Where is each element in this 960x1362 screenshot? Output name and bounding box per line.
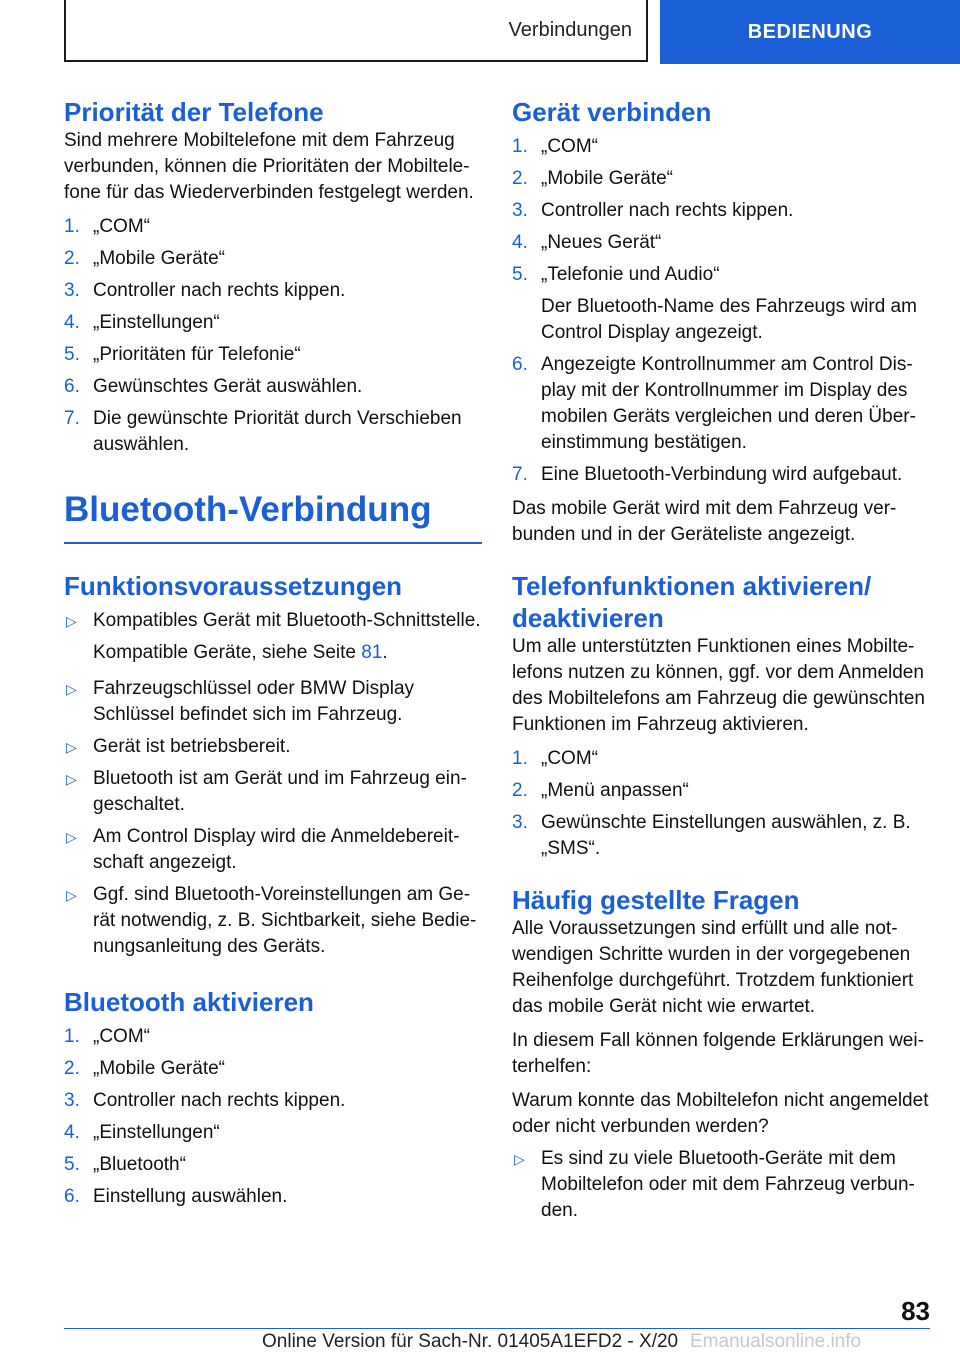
list-item: 3. Controller nach rechts kippen. [64, 278, 482, 304]
faq-para-1: Alle Voraussetzungen sind erfüllt und alle notwendigen Schritte wurden in der vorgegebenen Reihenfolge durchgeführt. Trotzdem funktioniert das mobile Gerät nicht wie erwartet. [512, 918, 914, 1017]
requirements-list [64, 608, 482, 960]
chapter-tab: BEDIENUNG [660, 0, 960, 64]
page-number: 83 [901, 1296, 930, 1326]
step-number: 4. [512, 232, 528, 253]
list-item: ▷ Bluetooth ist am Gerät und im Fahrzeug eingeschaltet. [66, 768, 467, 815]
faq-list [512, 1146, 930, 1224]
page-link[interactable]: 81 [361, 642, 383, 663]
list-item: 5. „Telefonie und Audio“ Der Bluetooth-Name des Fahrzeugs wird am Control Display angezeigt. [512, 264, 917, 343]
heading-faq: Häufig gestellte Fragen [512, 885, 800, 915]
heading-telefonfunktionen: Telefonfunktionen aktivieren/ deaktivieren [512, 571, 872, 633]
step-number: 6. [64, 1186, 80, 1207]
step-number: 1. [64, 1026, 80, 1047]
heading-prioritaet: Priorität der Telefone [64, 97, 324, 127]
tel-intro: Um alle unterstützten Funktionen eines Mobiltelefons nutzen zu können, ggf. vor dem Anmelden des Mobiltelefons am Fahrzeug die gewünschten Funktionen im Fahrzeug aktivieren. [512, 636, 925, 735]
step-number: 2. [512, 780, 528, 801]
step-number: 7. [512, 464, 528, 485]
step-number: 2. [512, 168, 528, 189]
prio-intro: Sind mehrere Mobiltelefone mit dem Fahrzeug verbunden, können die Prioritäten der Mobiltelefone für das Wiederverbinden festgelegt werden. [64, 130, 474, 203]
heading-funktionsvoraussetzungen: Funktionsvoraussetzungen [64, 571, 403, 601]
left-column [64, 96, 482, 1210]
list-item: 5. „Prioritäten für Telefonie“ [64, 342, 482, 368]
list-item: 4. „Einstellungen“ [64, 310, 482, 336]
footer-version: Online Version für Sach-Nr. 01405A1EFD2 - X/20 [262, 1331, 679, 1352]
triangle-bullet-icon: ▷ [66, 887, 77, 903]
triangle-bullet-icon: ▷ [66, 771, 77, 787]
step-number: 5. [64, 344, 80, 365]
step-number: 5. [512, 264, 528, 285]
step-number: 3. [64, 1090, 80, 1111]
triangle-bullet-icon: ▷ [66, 613, 77, 629]
list-item: 1. „COM“ [64, 214, 482, 240]
list-item: ▷ Am Control Display wird die Anmeldebereitschaft angezeigt. [66, 826, 460, 873]
list-item: 2. „Mobile Geräte“ [512, 166, 930, 192]
step-number: 1. [512, 748, 528, 769]
triangle-bullet-icon: ▷ [514, 1151, 525, 1167]
step-number: 4. [64, 312, 80, 333]
triangle-bullet-icon: ▷ [66, 681, 77, 697]
list-item: 2. „Menü anpassen“ [512, 778, 930, 804]
step-number: 7. [64, 408, 80, 429]
list-item: 4. „Neues Gerät“ [512, 230, 930, 256]
list-item: 4. „Einstellungen“ [64, 1120, 482, 1146]
list-item: ▷ Kompatibles Gerät mit Bluetooth-Schnittstelle. Kompatible Geräte, siehe Seite 81. [66, 610, 481, 663]
list-item: 1. „COM“ [512, 746, 930, 772]
heading-bluetooth-aktivieren: Bluetooth aktivieren [64, 987, 314, 1017]
step-number: 5. [64, 1154, 80, 1175]
faq-para-3: Warum konnte das Mobiltelefon nicht angemeldet oder nicht verbunden werden? [512, 1090, 929, 1137]
list-item: 7. Die gewünschte Priorität durch Verschieben auswählen. [64, 408, 462, 455]
watermark: Emanualsonline.info [690, 1331, 862, 1352]
list-item: 5. „Bluetooth“ [64, 1152, 482, 1178]
list-item: 1. „COM“ [512, 134, 930, 160]
step-number: 4. [64, 1122, 80, 1143]
list-item: 3. Gewünschte Einstellungen auswählen, z. B. „SMS“. [512, 812, 911, 859]
section-tab: Verbindungen [64, 0, 648, 62]
faq-para-2: In diesem Fall können folgende Erklärungen weiterhelfen: [512, 1030, 924, 1077]
list-item: 7. Eine Bluetooth-Verbindung wird aufgebaut. [512, 462, 930, 488]
list-item: 6. Gewünschtes Gerät auswählen. [64, 374, 482, 400]
step-number: 2. [64, 1058, 80, 1079]
list-item: ▷ Ggf. sind Bluetooth-Voreinstellungen am Gerät notwendig, z. B. Sichtbarkeit, siehe Bedienungsanleitung des Geräts. [66, 884, 477, 957]
step-number: 3. [512, 200, 528, 221]
heading-geraet-verbinden: Gerät verbinden [512, 97, 712, 127]
step-number: 3. [512, 812, 528, 833]
triangle-bullet-icon: ▷ [66, 739, 77, 755]
list-item: ▷ Gerät ist betriebsbereit. [64, 734, 482, 760]
step-number: 3. [64, 280, 80, 301]
right-column [512, 96, 930, 1224]
step-number: 6. [512, 354, 528, 375]
tel-steps [512, 746, 930, 862]
list-item: 6. Einstellung auswählen. [64, 1184, 482, 1210]
step-number: 6. [64, 376, 80, 397]
heading-bluetooth-verbindung: Bluetooth-Verbindung [64, 488, 482, 544]
list-item: 3. Controller nach rechts kippen. [512, 198, 930, 224]
triangle-bullet-icon: ▷ [66, 829, 77, 845]
list-item: 1. „COM“ [64, 1024, 482, 1050]
prio-steps [64, 214, 482, 458]
list-item: 3. Controller nach rechts kippen. [64, 1088, 482, 1114]
footer-divider [64, 1328, 930, 1329]
list-item: 2. „Mobile Geräte“ [64, 246, 482, 272]
list-item: 2. „Mobile Geräte“ [64, 1056, 482, 1082]
activate-steps [64, 1024, 482, 1210]
step-number: 1. [512, 136, 528, 157]
step-number: 2. [64, 248, 80, 269]
step-number: 1. [64, 216, 80, 237]
connect-steps [512, 134, 930, 488]
list-item: 6. Angezeigte Kontrollnummer am Control Display mit der Kontrollnummer im Display des mobilen Geräts vergleichen und deren Übereinstimmung bestätigen. [512, 354, 916, 453]
list-item: ▷ Fahrzeugschlüssel oder BMW Display Schlüssel befindet sich im Fahrzeug. [66, 678, 415, 725]
page-header [0, 0, 960, 66]
connect-result: Das mobile Gerät wird mit dem Fahrzeug verbunden und in der Geräteliste angezeigt. [512, 498, 897, 545]
list-item: ▷ Es sind zu viele Bluetooth-Geräte mit dem Mobiltelefon oder mit dem Fahrzeug verbunden. [514, 1148, 915, 1221]
